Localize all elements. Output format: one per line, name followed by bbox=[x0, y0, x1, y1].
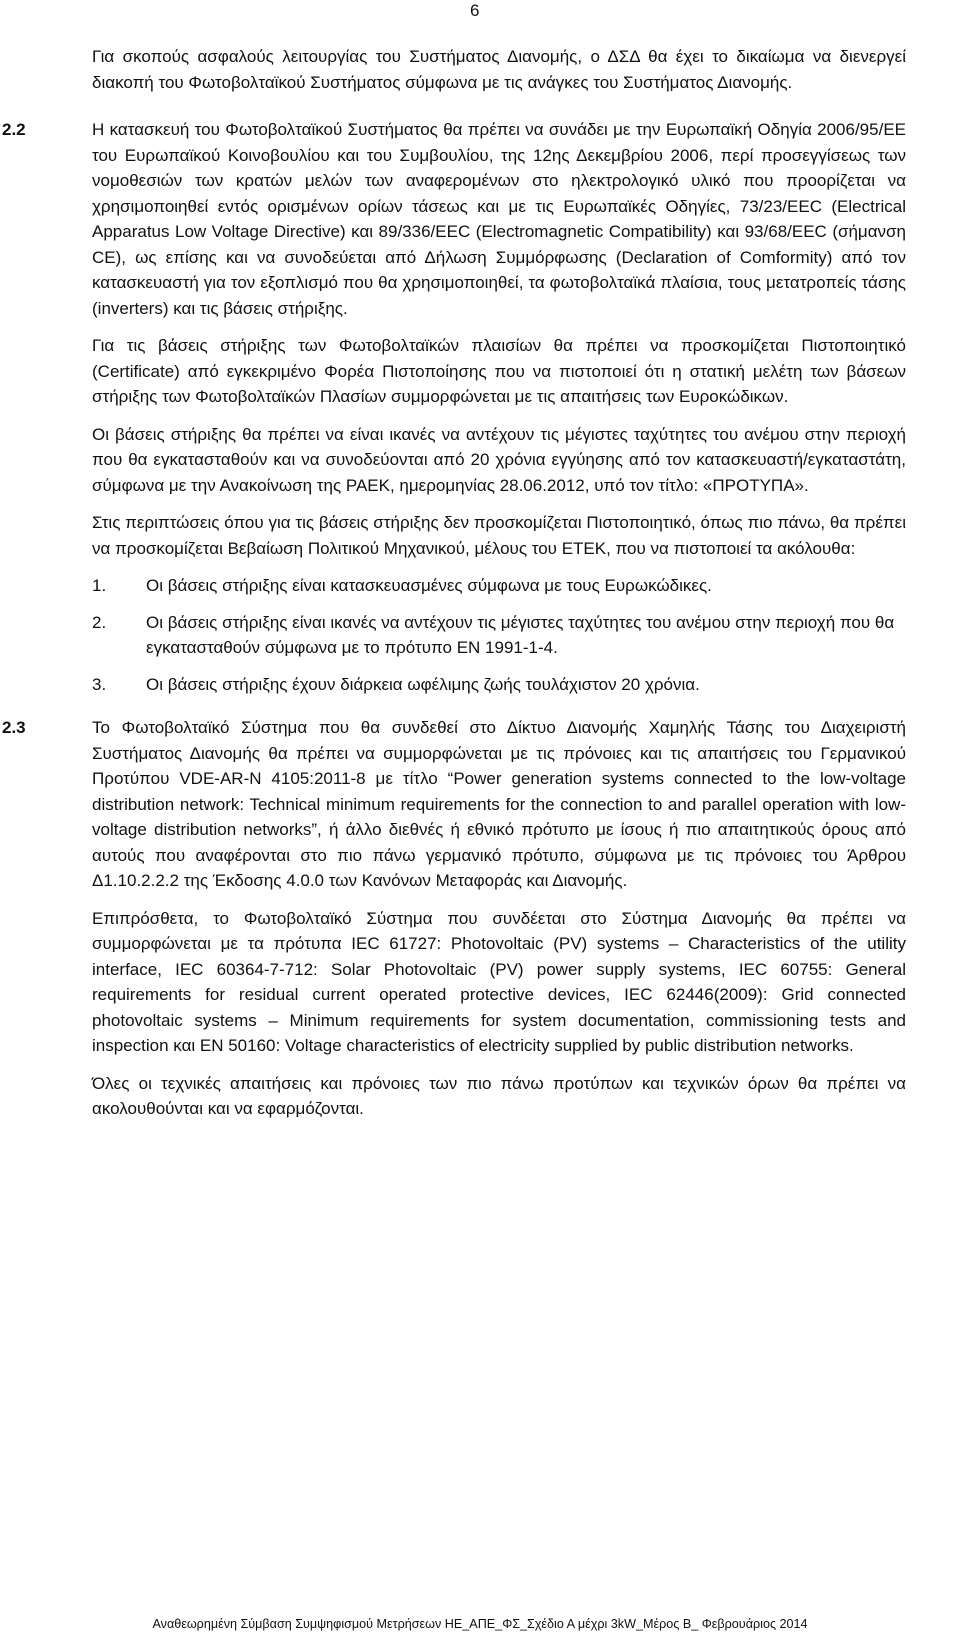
section-2-2 bbox=[2, 117, 906, 697]
section-2-3 bbox=[2, 715, 906, 1122]
list-number: 3. bbox=[92, 674, 107, 694]
section-paragraph: Οι βάσεις στήριξης θα πρέπει να είναι ικανές να αντέχουν τις μέγιστες ταχύτητες του ανέμου στην περιοχή που θα εγκατασταθούν και να συνοδεύονται από 20 χρόνια εγγύησης από τον κατασκευαστή/εγκαταστάτη, σύμφωνα με την Ανακοίνωση της ΡΑΕΚ, ημερομηνίας 28.06.2012, υπό τον τίτλο: «ΠΡΟΤΥΠΑ». bbox=[92, 424, 906, 495]
list-text: Οι βάσεις στήριξης είναι ικανές να αντέχουν τις μέγιστες ταχύτητες του ανέμου στην περιοχή που θα εγκατασταθούν σύμφωνα με το πρότυπο EN 1991-1-4. bbox=[146, 612, 895, 657]
list-number: 1. bbox=[92, 576, 107, 595]
list-text: Οι βάσεις στήριξης έχουν διάρκεια ωφέλιμης ζωής τουλάχιστον 20 χρόνια. bbox=[146, 674, 700, 694]
document-body bbox=[2, 44, 906, 1134]
list-number: 2. bbox=[92, 612, 107, 632]
list-item bbox=[92, 573, 906, 599]
section-paragraph: Το Φωτοβολταϊκό Σύστημα που θα συνδεθεί στο Δίκτυο Διανομής Χαμηλής Τάσης του Διαχειριστή Συστήματος Διανομής θα πρέπει να συμμορφώνεται με τις πρόνοιες και τις απαιτήσεις του Γερμανικού Προτύπου VDE-AR-N 4105:2011-8 με τίτλο “Power generation systems connected to the low-voltage distribution network: Technical minimum requirements for the connection to and parallel operation with low-voltage distribution networks”, ή άλλο διεθνές ή εθνικό πρότυπο με ίσους ή πιο απαιτητικούς όρους από αυτούς που αναφέρονται στο πιο πάνω γερμανικό πρότυπο, σύμφωνα με τις πρόνοιες του Άρθρου Δ1.10.2.2.2 της Έκδοσης 4.0.0 των Κανόνων Μεταφοράς και Διανομής. bbox=[92, 718, 906, 890]
requirements-list bbox=[92, 573, 906, 697]
section-paragraph: Όλες οι τεχνικές απαιτήσεις και πρόνοιες των πιο πάνω προτύπων και τεχνικών όρων θα πρέπει να ακολουθούνται και να εφαρμόζονται. bbox=[92, 1073, 906, 1118]
list-item bbox=[92, 610, 906, 661]
page-footer: Αναθεωρημένη Σύμβαση Συμψηφισμού Μετρήσεων ΗΕ_ΑΠΕ_ΦΣ_Σχέδιο Α μέχρι 3kW_Μέρος Β_ Φεβρουάριος 2014 bbox=[152, 1617, 808, 1631]
section-paragraph: Η κατασκευή του Φωτοβολταϊκού Συστήματος θα πρέπει να συνάδει με την Ευρωπαϊκή Οδηγία 2006/95/ΕΕ του Ευρωπαϊκού Κοινοβουλίου και του Συμβουλίου, της 12ης Δεκεμβρίου 2006, περί προσεγγίσεως των νομοθεσιών των κρατών μελών των αναφερομένων στο ηλεκτρολογικό υλικό που προορίζεται να χρησιμοποιηθεί εντός ορισμένων ορίων τάσεως και με τις Ευρωπαϊκές Οδηγίες, 73/23/EEC (Electrical Apparatus Low Voltage Directive) και 89/336/EEC (Electromagnetic Compatibility) και 93/68/EEC (σήμανση CE), ως επίσης και να συνοδεύεται από Δήλωση Συμμόρφωσης (Declaration of Comformity) από τον κατασκευαστή για τον εξοπλισμό που θα χρησιμοποιηθεί, τα φωτοβολταϊκά πλαίσια, τους μετατροπείς τάσης (inverters) και τις βάσεις στήριξης. bbox=[92, 120, 906, 318]
list-text: Οι βάσεις στήριξης είναι κατασκευασμένες σύμφωνα με τους Ευρωκώδικες. bbox=[146, 576, 712, 595]
section-paragraph: Για τις βάσεις στήριξης των Φωτοβολταϊκών πλαισίων θα πρέπει να προσκομίζεται Πιστοποιητικό (Certificate) από εγκεκριμένο Φορέα Πιστοποίησης που να πιστοποιεί ότι η στατική μελέτη των βάσεων στήριξης των Φωτοβολταϊκών Πλασίων συμμορφώνεται με τις απαιτήσεις των Ευροκώδικων. bbox=[92, 336, 906, 406]
list-item bbox=[92, 672, 906, 698]
page-number: 6 bbox=[470, 1, 480, 20]
section-number: 2.3 bbox=[2, 718, 26, 737]
intro-paragraph: Για σκοπούς ασφαλούς λειτουργίας του Συστήματος Διανομής, ο ΔΣΔ θα έχει το δικαίωμα να διενεργεί διακοπή του Φωτοβολταϊκού Συστήματος σύμφωνα με τις ανάγκες του Συστήματος Διανομής. bbox=[92, 47, 906, 92]
section-paragraph: Επιπρόσθετα, το Φωτοβολταϊκό Σύστημα που συνδέεται στο Σύστημα Διανομής θα πρέπει να συμμορφώνεται με τα πρότυπα IEC 61727: Photovoltaic (PV) systems – Characteristics of the utility interface, IEC 60364-7-712: Solar Photovoltaic (PV) power supply systems, IEC 60755: General requirements for residual current operated protective devices, IEC 62446(2009): Grid connected photovoltaic systems – Minimum requirements for system documentation, commissioning tests and inspection και EN 50160: Voltage characteristics of electricity supplied by public distribution networks. bbox=[92, 908, 906, 1055]
section-paragraph: Στις περιπτώσεις όπου για τις βάσεις στήριξης δεν προσκομίζεται Πιστοποιητικό, όπως πιο πάνω, θα πρέπει να προσκομίζεται Βεβαίωση Πολιτικού Μηχανικού, μέλους του ΕΤΕΚ, που να πιστοποιεί τα ακόλουθα: bbox=[92, 513, 906, 558]
section-number: 2.2 bbox=[2, 120, 26, 139]
